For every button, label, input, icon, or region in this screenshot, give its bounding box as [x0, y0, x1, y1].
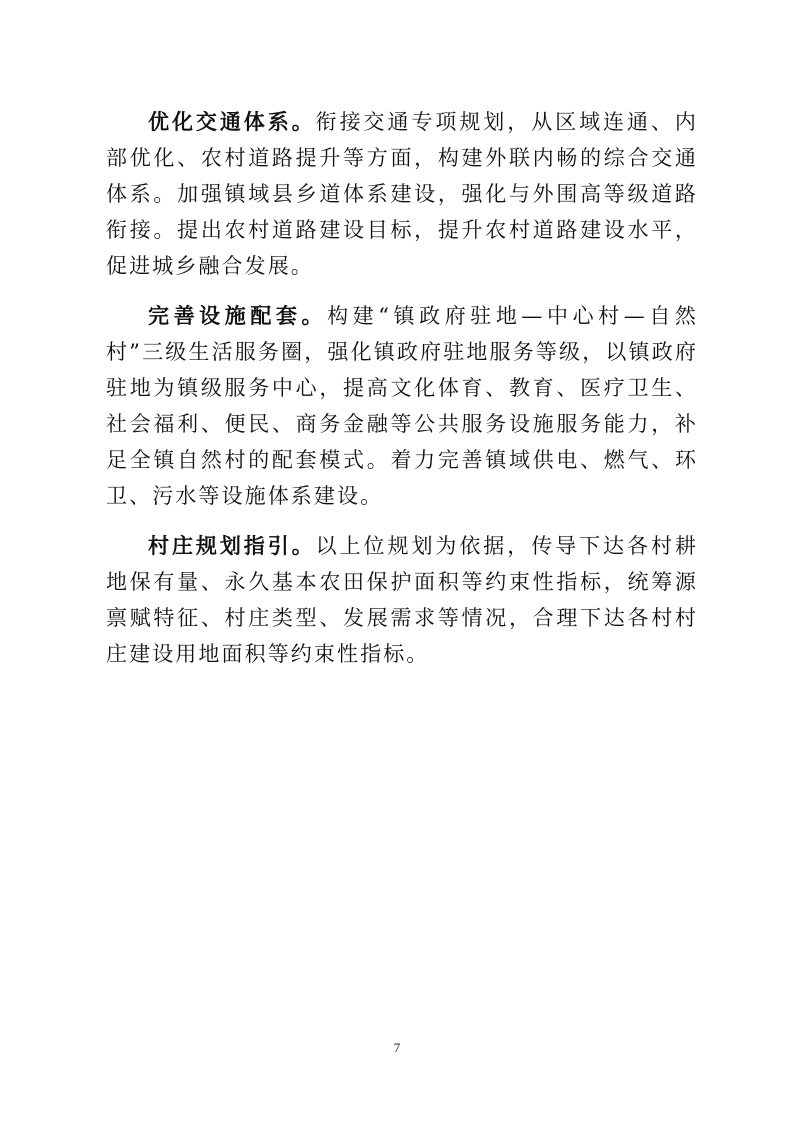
paragraph-body: 以上位规划为依据，传导下达各村耕地保有量、永久基本农田保护面积等约束性指标，统筹源禀赋特征、村庄类型、发展需求等情况，合理下达各村村庄建设用地面积等约束性指标。	[106, 534, 698, 666]
paragraph-body: 构建“镇政府驻地—中心村—自然村”三级生活服务圈，强化镇政府驻地服务等级，以镇政府驻地为镇级服务中心，提高文化体育、教育、医疗卫生、社会福利、便民、商务金融等公共服务设施服务能力，补足全镇自然村的配套模式。着力完善镇域供电、燃气、环卫、污水等设施体系建设。	[106, 304, 698, 508]
paragraph-facility-support	[106, 298, 698, 514]
body-text	[106, 104, 698, 686]
paragraph-heading: 优化交通体系。	[148, 109, 316, 134]
paragraph-heading: 村庄规划指引。	[148, 533, 316, 558]
paragraph-village-planning	[106, 528, 698, 672]
paragraph-heading: 完善设施配套。	[148, 303, 328, 328]
page-number: 7	[393, 1040, 401, 1055]
paragraph-transport-system	[106, 104, 698, 284]
paragraph-body: 衔接交通专项规划，从区域连通、内部优化、农村道路提升等方面，构建外联内畅的综合交通体系。加强镇域县乡道体系建设，强化与外围高等级道路衔接。提出农村道路建设目标，提升农村道路建设水平，促进城乡融合发展。	[106, 110, 698, 278]
